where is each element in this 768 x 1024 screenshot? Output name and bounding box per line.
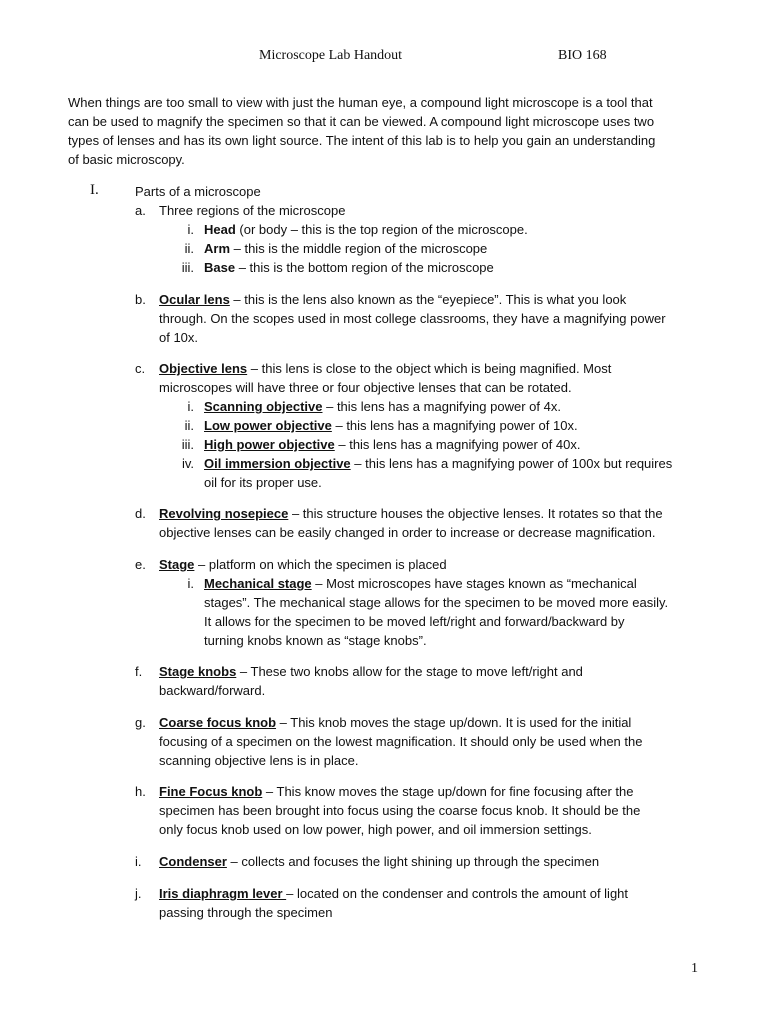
term: Fine Focus knob: [159, 784, 263, 799]
term: Arm: [204, 241, 231, 256]
section-title: Parts of a microscope: [135, 184, 261, 199]
term-description: – This knob moves the stage up/down. It is used for the initial: [276, 715, 632, 730]
list-marker: d.: [135, 506, 146, 521]
continuation-line: stages”. The mechanical stage allows for the specimen to be moved more easily.: [204, 595, 669, 610]
term: Scanning objective: [204, 399, 323, 414]
term: Stage: [159, 557, 195, 572]
term: Head: [204, 222, 236, 237]
list-item-text: [159, 555, 447, 574]
term-description: – located on the condenser and controls the amount of light: [286, 886, 629, 901]
continuation-line: turning knobs known as “stage knobs”.: [204, 633, 427, 648]
continuation-line: passing through the specimen: [159, 905, 333, 920]
term-description: – collects and focuses the light shining up through the specimen: [226, 854, 600, 869]
intro-line: can be used to magnify the specimen so that it can be viewed. A compound light microscope uses two: [68, 114, 655, 129]
term: Mechanical stage: [204, 576, 312, 591]
sub-item: [204, 258, 494, 277]
continuation-line: oil for its proper use.: [204, 475, 322, 490]
term: Oil immersion objective: [204, 456, 351, 471]
sub-marker: i.: [187, 576, 194, 591]
list-marker: f.: [135, 664, 143, 679]
term: Revolving nosepiece: [159, 506, 289, 521]
term-description: – this lens is close to the object which is being magnified. Most: [247, 361, 612, 376]
term-description: – this lens has a magnifying power of 4x.: [322, 399, 561, 414]
sub-item: [204, 397, 561, 416]
term: Iris diaphragm lever: [159, 886, 287, 901]
list-item-text: Three regions of the microscope: [159, 203, 346, 218]
list-marker: c.: [135, 361, 146, 376]
continuation-line: objective lenses can be easily changed in order to increase or decrease magnification.: [159, 525, 656, 540]
intro-line: When things are too small to view with just the human eye, a compound light microscope is a tool that: [68, 95, 653, 110]
term-description: – this is the lens also known as the “eyepiece”. This is what you look: [229, 292, 627, 307]
list-marker: j.: [135, 886, 142, 901]
course-code: BIO 168: [558, 48, 607, 63]
term: Condenser: [159, 854, 227, 869]
term-description: – These two knobs allow for the stage to move left/right and: [236, 664, 583, 679]
list-item-text: [159, 662, 583, 681]
term-description: – this lens has a magnifying power of 100x but requires: [350, 456, 673, 471]
term-description: – this structure houses the objective lenses. It rotates so that the: [288, 506, 663, 521]
term-description: – this is the middle region of the microscope: [230, 241, 488, 256]
sub-item: [204, 454, 672, 473]
continuation-line: backward/forward.: [159, 683, 266, 698]
term: Objective lens: [159, 361, 248, 376]
list-marker: h.: [135, 784, 146, 799]
list-item-text: [159, 884, 628, 903]
sub-marker: iv.: [181, 456, 194, 471]
list-item-text: [159, 782, 634, 801]
term: Ocular lens: [159, 292, 230, 307]
sub-item: [204, 220, 528, 239]
list-item-text: [159, 852, 599, 871]
continuation-line: through. On the scopes used in most college classrooms, they have a magnifying power: [159, 311, 666, 326]
sub-marker: i.: [187, 399, 194, 414]
sub-marker: ii.: [184, 418, 194, 433]
term: Low power objective: [204, 418, 332, 433]
sub-item: [204, 239, 487, 258]
list-item-text: [159, 713, 631, 732]
continuation-line: It allows for the specimen to be moved left/right and forward/backward by: [204, 614, 625, 629]
continuation-line: specimen has been brought into focus using the coarse focus knob. It should be the: [159, 803, 641, 818]
term-description: – this lens has a magnifying power of 10x.: [331, 418, 578, 433]
term: Base: [204, 260, 236, 275]
sub-marker: iii.: [181, 260, 194, 275]
sub-marker: ii.: [184, 241, 194, 256]
list-item-text: [159, 359, 611, 378]
continuation-line: only focus knob used on low power, high power, and oil immersion settings.: [159, 822, 592, 837]
term-description: – this is the bottom region of the microscope: [235, 260, 494, 275]
list-marker: b.: [135, 292, 146, 307]
term: High power objective: [204, 437, 335, 452]
sub-item: [204, 435, 580, 454]
sub-marker: i.: [187, 222, 194, 237]
intro-line: of basic microscopy.: [68, 152, 185, 167]
list-marker: e.: [135, 557, 146, 572]
term: Coarse focus knob: [159, 715, 277, 730]
term-description: – This know moves the stage up/down for fine focusing after the: [262, 784, 634, 799]
sub-item: [204, 416, 578, 435]
term-description: – this lens has a magnifying power of 40x.: [334, 437, 581, 452]
list-marker: a.: [135, 203, 146, 218]
document-title: Microscope Lab Handout: [259, 48, 403, 63]
sub-item: [204, 574, 637, 593]
list-item-text: [159, 504, 663, 523]
page-number: 1: [691, 961, 698, 976]
continuation-line: of 10x.: [159, 330, 199, 345]
list-item-text: [159, 290, 626, 309]
continuation-line: microscopes will have three or four objective lenses that can be rotated.: [159, 380, 572, 395]
section-numeral: I.: [90, 182, 99, 198]
intro-line: types of lenses and has its own light source. The intent of this lab is to help you gain an understanding: [68, 133, 656, 148]
term-description: – Most microscopes have stages known as “mechanical: [311, 576, 637, 591]
term-description: (or body – this is the top region of the microscope.: [235, 222, 528, 237]
continuation-line: focusing of a specimen on the lowest magnification. It should only be used when the: [159, 734, 643, 749]
list-marker: g.: [135, 715, 146, 730]
sub-marker: iii.: [181, 437, 194, 452]
continuation-line: scanning objective lens is in place.: [159, 753, 359, 768]
term-description: – platform on which the specimen is placed: [194, 557, 447, 572]
term: Stage knobs: [159, 664, 237, 679]
list-marker: i.: [135, 854, 142, 869]
